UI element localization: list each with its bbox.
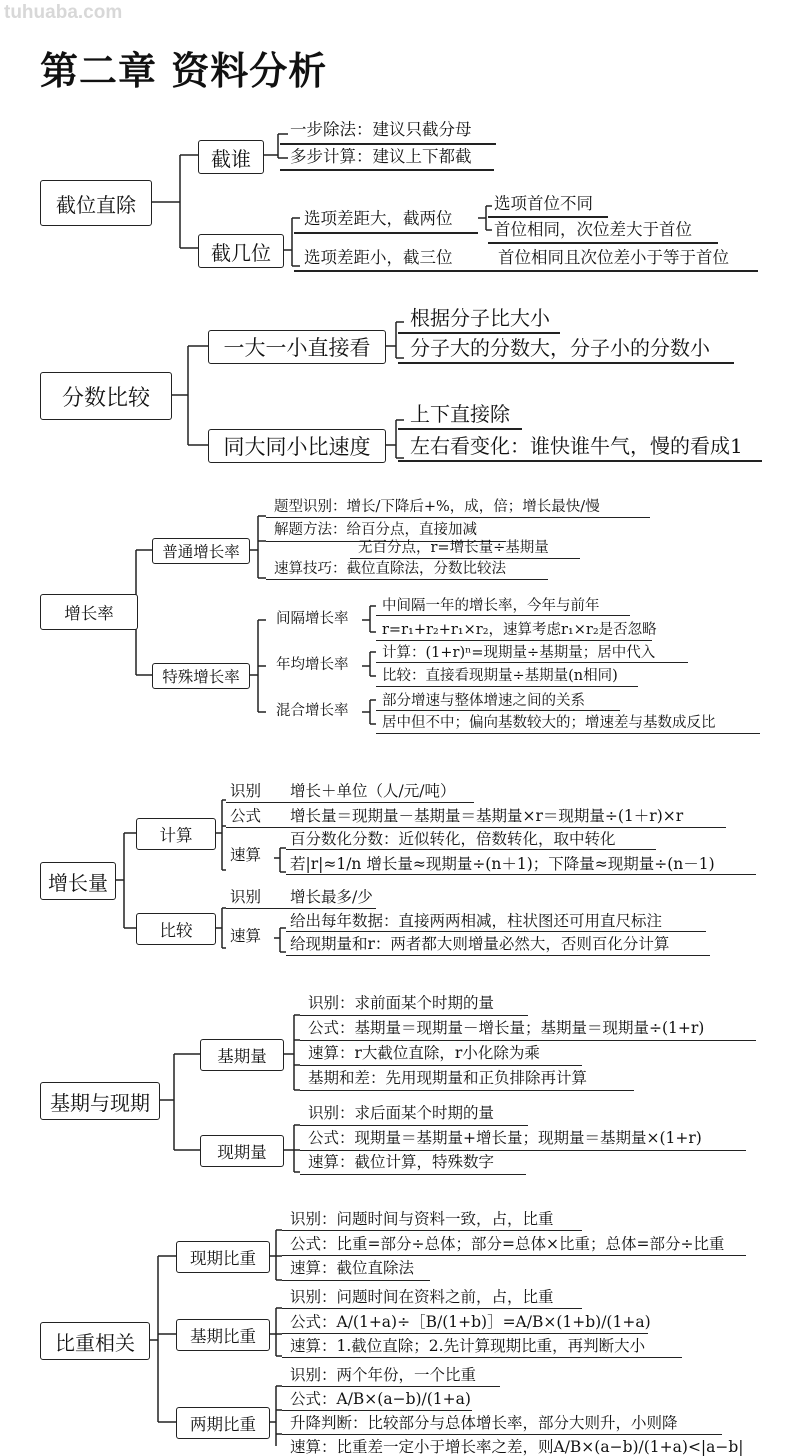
underline [398,428,522,430]
s5-root: 基期与现期 [40,1082,160,1120]
s1-b1-line-2: 多步计算：建议上下都截 [290,147,472,166]
underline [282,1280,430,1281]
s4-k2: 公式 [230,807,262,825]
underline [488,242,718,244]
s6-branch-3: 两期比重 [176,1407,270,1439]
s4-k3-text-1: 百分数化分数：近似转化，倍数转化，取中转化 [290,830,616,848]
s5-b2-line-3: 速算：截位计算，特殊数字 [308,1153,495,1171]
s6-b2-line-2: 公式：A/(1+a)÷［B/(1+b)］=A/B×(1+b)/(1+a) [290,1313,651,1331]
underline [488,216,608,218]
s3-m3-line-2: 居中但不中；偏向基数较大的；增速差与基数成反比 [382,715,716,731]
underline [282,1308,582,1309]
underline [282,1386,500,1387]
s3-b1-line-3: 无百分点，r=增长量÷基期量 [358,540,549,556]
s1-b2-sub-3: 首位相同且次位差小于等于首位 [498,248,729,267]
s3-m2-line-1: 计算：(1+r)ⁿ=现期量÷基期量；居中代入 [382,645,656,661]
s2-b1-line-2: 分子大的分数大，分子小的分数小 [410,336,710,360]
s2-branch-2: 同大同小比速度 [208,429,386,463]
underline [286,931,706,932]
underline [376,733,760,734]
s4-k3-text-2: 若|r|≈1/n 增长量≈现期量÷(n＋1)；下降量≈现期量÷(n－1) [290,855,715,873]
underline [376,640,652,641]
s6-b1-line-1: 识别：问题时间与资料一致，占，比重 [290,1210,554,1228]
underline [300,1040,756,1041]
s5-b1-line-4: 基期和差：先用现期量和正负排除再计算 [308,1069,588,1087]
s4-k5-text-2: 给现期量和r：两者都大则增量必然大，否则百化分计算 [290,935,670,953]
underline [226,908,376,909]
underline [282,1434,722,1435]
s3-m2: 年均增长率 [276,657,349,673]
underline [282,1357,682,1358]
underline [294,232,478,234]
underline [376,710,620,711]
underline [398,332,560,334]
underline [282,1230,582,1231]
s6-b1-line-3: 速算：截位直除法 [290,1259,415,1277]
s3-m3: 混合增长率 [276,703,349,719]
s3-m1-line-2: r=r₁+r₂+r₁×r₂，速算考虑r₁×r₂是否忽略 [382,622,657,638]
s4-k3: 速算 [230,846,262,864]
underline [280,143,496,145]
underline [376,615,630,616]
underline [300,1174,526,1175]
underline [286,849,656,850]
s2-b1-line-1: 根据分子比大小 [410,306,550,330]
s2-branch-1: 一大一小直接看 [208,330,386,364]
s4-branch-2: 比较 [136,913,216,945]
underline [376,686,638,687]
s3-b1-line-4: 速算技巧：截位直除法，分数比较法 [274,561,506,577]
s6-b2-line-1: 识别：问题时间在资料之前，占，比重 [290,1288,554,1306]
s3-b1-line-2: 解题方法：给百分点，直接加减 [274,522,477,538]
s4-k5-text-1: 给出每年数据：直接两两相减，柱状图还可用直尺标注 [290,912,663,930]
underline [398,460,762,462]
s6-branch-2: 基期比重 [176,1319,270,1351]
s2-root: 分数比较 [40,372,172,420]
s3-root: 增长率 [40,594,138,630]
s6-b2-line-3: 速算：1.截位直除；2.先计算现期比重，再判断大小 [290,1337,646,1355]
underline [294,270,758,272]
s4-k1-text: 增长＋单位（人/元/吨） [290,782,456,800]
underline [350,558,580,559]
underline [300,1065,582,1066]
s3-m2-line-2: 比较：直接看现期量÷基期量(n相同) [382,668,618,684]
s3-b1-line-1: 题型识别：增长/下降后+%，成，倍；增长最快/慢 [274,499,600,515]
s6-b3-line-4: 速算：比重差一定小于增长率之差，则A/B×(a−b)/(1+a)<|a−b| [290,1438,744,1456]
s3-m1: 间隔增长率 [276,611,349,627]
underline [282,1255,746,1256]
s1-branch-2: 截几位 [198,234,284,268]
s3-m3-line-1: 部分增速与整体增速之间的关系 [382,693,585,709]
s1-branch-1: 截谁 [198,140,264,174]
underline [282,1410,472,1411]
underline [300,1150,746,1151]
s2-b2-line-1: 上下直接除 [410,402,510,426]
s3-m1-line-1: 中间隔一年的增长率，今年与前年 [382,598,600,614]
underline [266,579,548,580]
underline [398,362,734,364]
underline [286,874,756,875]
underline [282,1333,648,1334]
s5-branch-1: 基期量 [200,1039,284,1071]
s1-b2-sub-2: 首位相同，次位差大于首位 [494,220,692,239]
s6-b1-line-2: 公式：比重=部分÷总体；部分=总体×比重；总体=部分÷比重 [290,1235,725,1253]
s6-root: 比重相关 [40,1322,150,1360]
s6-b3-line-3: 升降判断：比较部分与总体增长率，部分大则升，小则降 [290,1414,678,1432]
s2-b2-line-2: 左右看变化：谁快谁牛气，慢的看成1 [410,434,743,458]
s4-k2-text: 增长量＝现期量－基期量＝基期量×r＝现期量÷(1＋r)×r [290,807,684,825]
s1-b2-line-2: 选项差距小，截三位 [304,248,453,267]
s6-b3-line-2: 公式：A/B×(a−b)/(1+a) [290,1390,471,1408]
s1-b2-line-1: 选项差距大，截两位 [304,209,453,228]
s4-k5: 速算 [230,927,262,945]
s4-branch-1: 计算 [136,818,216,850]
s5-branch-2: 现期量 [200,1135,284,1167]
underline [286,955,710,956]
underline [300,1125,528,1126]
s3-branch-2: 特殊增长率 [152,663,250,689]
s1-b1-line-1: 一步除法：建议只截分母 [290,120,472,139]
underline [226,802,474,803]
underline [300,1015,528,1016]
s1-b2-sub-1: 选项首位不同 [494,194,593,213]
s1-root: 截位直除 [40,180,152,226]
s4-k4: 识别 [230,888,262,906]
s6-b3-line-1: 识别：两个年份，一个比重 [290,1366,477,1384]
s5-b1-line-1: 识别：求前面某个时期的量 [308,994,495,1012]
page-title: 第二章 资料分析 [40,49,328,93]
s3-branch-1: 普通增长率 [152,538,250,564]
underline [226,827,726,828]
s5-b2-line-1: 识别：求后面某个时期的量 [308,1104,495,1122]
s5-b1-line-3: 速算：r大截位直除，r小化除为乘 [308,1044,540,1062]
underline [376,662,688,663]
s6-branch-1: 现期比重 [176,1241,270,1273]
s4-k1: 识别 [230,782,262,800]
underline [300,1090,634,1091]
s5-b1-line-2: 公式：基期量＝现期量－增长量；基期量＝现期量÷(1+r) [308,1019,705,1037]
underline [266,517,650,518]
s5-b2-line-2: 公式：现期量＝基期量+增长量；现期量＝基期量×(1+r) [308,1129,702,1147]
watermark: tuhuaba.com [4,2,123,23]
s4-root: 增长量 [40,862,116,900]
underline [280,169,494,171]
s4-k4-text: 增长最多/少 [290,888,373,906]
